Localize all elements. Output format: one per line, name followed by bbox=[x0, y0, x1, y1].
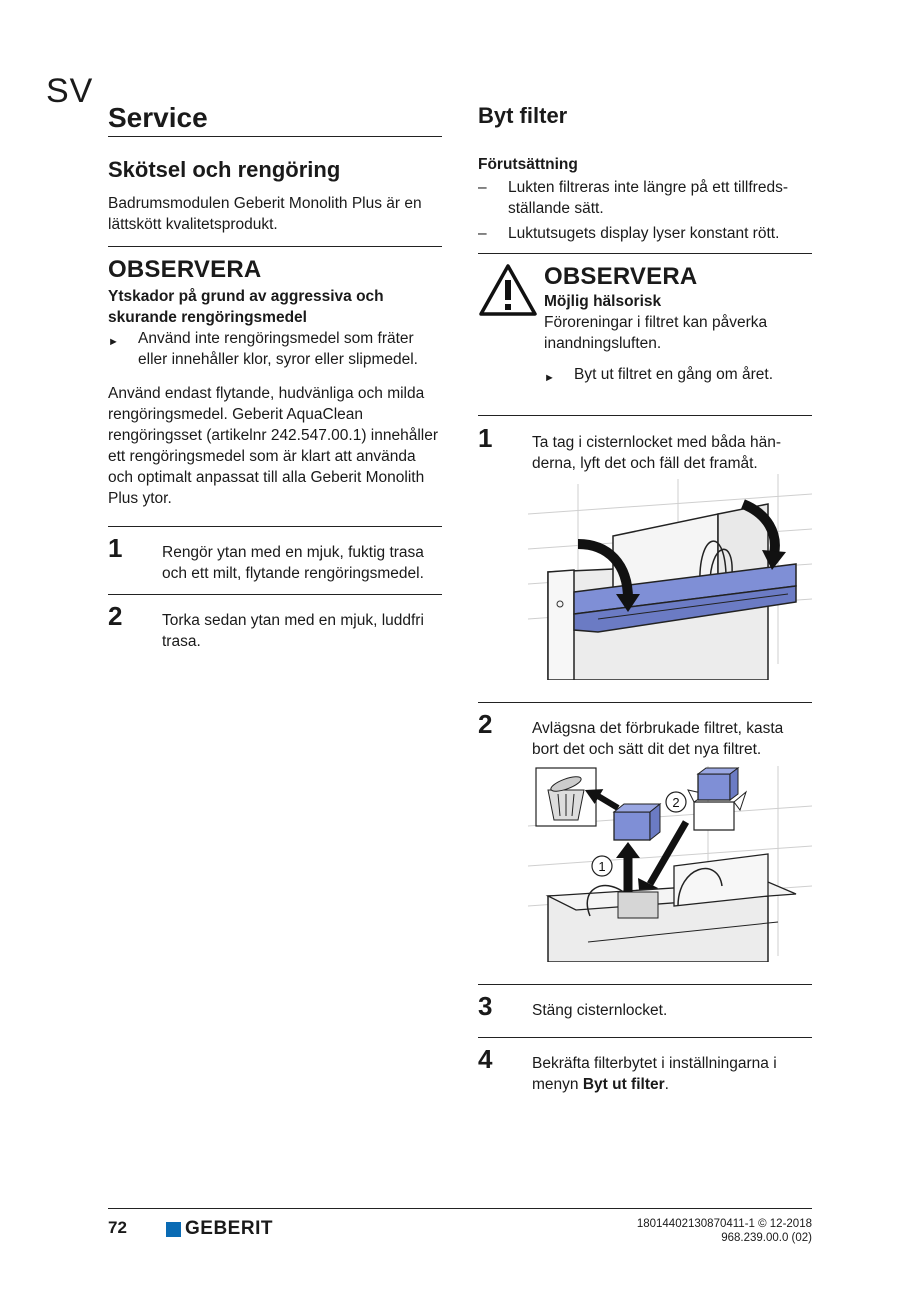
left-column bbox=[108, 98, 442, 652]
document-id bbox=[637, 1217, 812, 1245]
warning-subheading: Ytskador på grund av aggressiva och skurande rengöringsmedel bbox=[108, 288, 384, 326]
bullet-triangle-icon: ► bbox=[108, 336, 119, 348]
section-heading-service: Service bbox=[108, 102, 208, 133]
page-number: 72 bbox=[108, 1218, 127, 1237]
step-text bbox=[532, 1047, 812, 1095]
step-text: Torka sedan ytan med en mjuk, luddfri trasa. bbox=[162, 612, 424, 650]
warning-bullet-text: Byt ut filtret en gång om året. bbox=[574, 366, 774, 383]
document-number: 18014402130870411-1 © 12-2018 bbox=[636, 1218, 812, 1230]
bullet-triangle-icon: ► bbox=[544, 372, 555, 384]
prerequisite-text: Luktutsugets display lyser konstant rött. bbox=[508, 225, 780, 242]
dash-marker: – bbox=[478, 225, 487, 242]
step-text: Stäng cisternlocket. bbox=[532, 1002, 668, 1019]
step-1-right bbox=[478, 416, 812, 474]
step-1-left bbox=[108, 527, 442, 584]
step-number: 2 bbox=[108, 601, 123, 631]
menu-name-bold: Byt ut filter bbox=[582, 1076, 665, 1093]
illustration-open-cistern-lid bbox=[478, 474, 812, 680]
warning-subheading: Möjlig hälsorisk bbox=[544, 293, 662, 310]
cleaning-paragraph: Använd endast flytande, hudvänliga och milda rengöringsmedel. Geberit AquaClean rengöringsset (artikelnr 242.547.00.1) innehåller ett rengöringsmedel som är klart att använda och optimalt anpassat till alla Geberit Monolith Plus ytor. bbox=[108, 385, 439, 507]
warning-text: Föroreningar i filtret kan påverka inandningsluften. bbox=[544, 314, 768, 352]
step-number: 4 bbox=[478, 1044, 493, 1074]
subsection-heading-care: Skötsel och rengöring bbox=[108, 157, 341, 182]
callout-2: 2 bbox=[672, 795, 680, 810]
warning-heading: OBSERVERA bbox=[108, 256, 262, 283]
step-text-part: Bekräfta filterbytet i inställningarna i menyn bbox=[532, 1055, 777, 1093]
step-2-right bbox=[478, 703, 812, 760]
language-tab: SV bbox=[46, 72, 94, 110]
step-text: Rengör ytan med en mjuk, fuktig trasa och ett milt, flytande rengöringsmedel. bbox=[162, 544, 424, 582]
logo-wordmark: GEBERIT bbox=[185, 1218, 273, 1239]
step-2-left bbox=[108, 595, 442, 652]
warning-block-health bbox=[478, 254, 812, 389]
step-number: 1 bbox=[108, 533, 123, 563]
prerequisite-label: Förutsättning bbox=[478, 156, 578, 173]
callout-1: 1 bbox=[598, 859, 606, 874]
step-number: 3 bbox=[478, 991, 493, 1021]
step-text: Ta tag i cisternlocket med båda händerna, lyft det och fäll det framåt. bbox=[532, 434, 782, 472]
divider bbox=[108, 136, 442, 137]
dash-marker: – bbox=[478, 179, 487, 196]
document-reference: 968.239.00.0 (02) bbox=[721, 1232, 812, 1244]
right-column bbox=[478, 98, 812, 1095]
warning-bullet bbox=[108, 328, 442, 370]
warning-bullet-text: Använd inte rengöringsmedel som fräter eller innehåller klor, syror eller slipmedel. bbox=[138, 330, 418, 368]
step-4-right bbox=[478, 1038, 812, 1095]
step-3-right bbox=[478, 985, 812, 1021]
warning-bullet bbox=[544, 364, 812, 389]
logo-square-icon bbox=[166, 1222, 181, 1237]
step-text-part: . bbox=[664, 1076, 669, 1093]
step-number: 2 bbox=[478, 709, 493, 739]
illustration-replace-filter bbox=[478, 766, 812, 962]
prerequisite-item bbox=[478, 223, 812, 244]
prerequisite-text: Lukten filtreras inte längre på ett tillfredsställande sätt. bbox=[508, 179, 789, 217]
step-text: Avlägsna det förbrukade filtret, kasta bort det och sätt dit det nya filtret. bbox=[532, 720, 784, 758]
section-heading-replace-filter: Byt filter bbox=[478, 103, 568, 128]
warning-heading: OBSERVERA bbox=[544, 263, 698, 290]
warning-block-surface bbox=[108, 247, 442, 370]
geberit-logo bbox=[166, 1218, 273, 1240]
warning-icon bbox=[478, 263, 544, 389]
prerequisite-item bbox=[478, 177, 812, 219]
footer-divider bbox=[108, 1208, 812, 1209]
step-number: 1 bbox=[478, 423, 493, 453]
intro-text: Badrumsmodulen Geberit Monolith Plus är en lättskött kvalitetsprodukt. bbox=[108, 195, 422, 233]
